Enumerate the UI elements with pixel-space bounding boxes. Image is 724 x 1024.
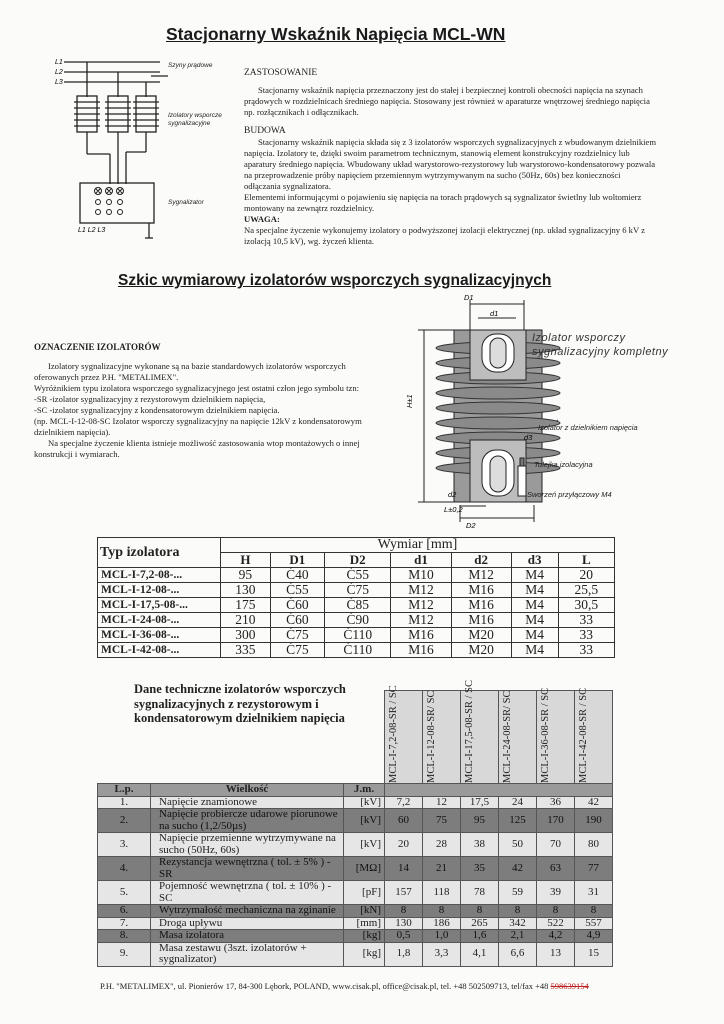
oznaczenie-heading: OZNACZENIE IZOLATORÓW <box>34 342 161 352</box>
tech-lp-cell: 4. <box>98 857 151 881</box>
tech-lp-cell: 5. <box>98 881 151 905</box>
wiring-diagram <box>50 52 250 242</box>
label-kompletny: Izolator wsporczy sygnalizacyjny kompletny <box>532 332 669 358</box>
label-sygnalizator: Sygnalizator <box>168 199 204 206</box>
tech-name-cell: Rezystancja wewnętrzna ( tol. ± 5% ) - SR <box>151 857 344 881</box>
dim-value-cell: 33 <box>558 628 614 643</box>
tech-name-cell: Napięcie probiercze udarowe piorunowe na sucho (1,2/50µs) <box>151 809 344 833</box>
tech-value-cell: 77 <box>575 857 613 881</box>
dim-value-cell: 20 <box>558 568 614 583</box>
tech-unit-cell: [MΩ] <box>344 857 385 881</box>
tech-value-cell: 522 <box>537 917 575 930</box>
tech-value-cell: 8 <box>385 905 423 918</box>
tech-unit-cell: [pF] <box>344 881 385 905</box>
dim-type-cell: MCL-I-12-08-... <box>98 583 221 598</box>
tech-lp-cell: 1. <box>98 796 151 809</box>
dim-value-cell: 25,5 <box>558 583 614 598</box>
tech-value-cell: 190 <box>575 809 613 833</box>
tech-value-cell: 36 <box>537 796 575 809</box>
tech-lp-cell: 3. <box>98 833 151 857</box>
dim-label-D1: D1 <box>464 293 474 302</box>
dim-col-header: D1 <box>270 553 324 568</box>
tech-unit-cell: [kV] <box>344 796 385 809</box>
label-l3: L3 <box>55 79 63 86</box>
dim-value-cell: 335 <box>221 643 271 658</box>
label-szyny: Szyny prądowe <box>168 62 213 69</box>
dim-value-cell: M4 <box>511 568 558 583</box>
tech-value-cell: 8 <box>461 905 499 918</box>
tech-lp-cell: 6. <box>98 905 151 918</box>
tech-unit-cell: [kV] <box>344 833 385 857</box>
tech-unit-cell: [kN] <box>344 905 385 918</box>
dim-value-cell: M16 <box>451 598 511 613</box>
oznaczenie-p2: Wyróżnikiem typu izolatora wsporczego sygnalizacyjnego jest ostatni człon jego symbolu tzn: <box>34 383 360 393</box>
dim-value-cell: Ć85 <box>324 598 391 613</box>
tech-table-row <box>98 833 613 857</box>
tech-value-cell: 75 <box>423 809 461 833</box>
tech-value-cell: 1,0 <box>423 930 461 943</box>
dim-value-cell: M16 <box>451 613 511 628</box>
tech-value-cell: 7,2 <box>385 796 423 809</box>
tech-table-row <box>98 857 613 881</box>
tech-col-head: MCL-I-12-08-SR/ SC <box>426 690 437 783</box>
tech-unit-cell: [kg] <box>344 942 385 966</box>
footer <box>100 981 589 991</box>
dim-value-cell: Ć110 <box>324 643 391 658</box>
tech-value-cell: 8 <box>537 905 575 918</box>
footer-struck-number: 598639154 <box>550 981 589 991</box>
label-tulejka: Tulejka izolacyjna <box>534 460 593 469</box>
tech-col-head: MCL-I-24-08-SR/ SC <box>502 690 513 783</box>
dim-value-cell: M12 <box>391 583 451 598</box>
dim-value-cell: Ć75 <box>324 583 391 598</box>
section-subtitle: Szkic wymiarowy izolatorów wsporczych sygnalizacyjnych <box>118 272 552 289</box>
dim-table-row <box>98 568 615 583</box>
dim-value-cell: M20 <box>451 628 511 643</box>
tech-value-cell: 118 <box>423 881 461 905</box>
budowa-heading: BUDOWA <box>244 126 286 136</box>
label-l1: L1 <box>55 59 63 66</box>
label-sworzen: Sworzeń przyłączowy M4 <box>527 490 612 499</box>
tech-value-cell: 186 <box>423 917 461 930</box>
dim-value-cell: M4 <box>511 613 558 628</box>
dim-value-cell: M4 <box>511 643 558 658</box>
tech-name-cell: Masa izolatora <box>151 930 344 943</box>
tech-value-cell: 2,1 <box>499 930 537 943</box>
tech-value-cell: 42 <box>499 857 537 881</box>
dim-value-cell: M4 <box>511 628 558 643</box>
tech-data-table <box>97 680 613 967</box>
dim-col-header: L <box>558 553 614 568</box>
tech-unit-cell: [kV] <box>344 809 385 833</box>
tech-table-row <box>98 881 613 905</box>
tech-jm-header: J.m. <box>344 784 385 797</box>
label-z-dzielnikiem: Izolator z dzielnikiem napięcia <box>538 423 638 432</box>
tech-lp-header: L.p. <box>98 784 151 797</box>
tech-name-cell: Napięcie znamionowe <box>151 796 344 809</box>
dim-value-cell: 300 <box>221 628 271 643</box>
dim-table-row <box>98 598 615 613</box>
dim-value-cell: M16 <box>391 643 451 658</box>
dim-value-cell: M12 <box>391 613 451 628</box>
tech-table-row <box>98 809 613 833</box>
label-bottom-phases: L1 L2 L3 <box>78 227 106 234</box>
tech-heading: Dane techniczne izolatorów wsporczych sygnalizacyjnych z rezystorowym i kondensatorowym dzielnikiem napięcia <box>134 682 346 725</box>
dim-value-cell: M20 <box>451 643 511 658</box>
tech-value-cell: 95 <box>461 809 499 833</box>
dim-value-cell: M4 <box>511 583 558 598</box>
dim-value-cell: Ć75 <box>270 643 324 658</box>
tech-unit-cell: [mm] <box>344 917 385 930</box>
tech-value-cell: 24 <box>499 796 537 809</box>
dim-col-header: H <box>221 553 271 568</box>
tech-name-cell: Wytrzymałość mechaniczna na zginanie <box>151 905 344 918</box>
tech-unit-cell: [kg] <box>344 930 385 943</box>
tech-value-cell: 557 <box>575 917 613 930</box>
tech-value-cell: 4,2 <box>537 930 575 943</box>
tech-value-cell: 4,9 <box>575 930 613 943</box>
dim-type-cell: MCL-I-17,5-08-... <box>98 598 221 613</box>
dim-table-row <box>98 628 615 643</box>
dim-label-d3: d3 <box>524 433 533 442</box>
tech-name-cell: Pojemność wewnętrzna ( tol. ± 10% ) - SC <box>151 881 344 905</box>
tech-value-cell: 59 <box>499 881 537 905</box>
dim-value-cell: 33 <box>558 613 614 628</box>
dim-label-L: L±0,2 <box>444 505 463 514</box>
page-title: Stacjonarny Wskaźnik Napięcia MCL-WN <box>166 24 506 44</box>
uwaga-heading: UWAGA: <box>244 214 280 224</box>
dim-value-cell: Ć55 <box>270 583 324 598</box>
tech-value-cell: 70 <box>537 833 575 857</box>
tech-value-cell: 265 <box>461 917 499 930</box>
tech-value-cell: 3,3 <box>423 942 461 966</box>
dim-table-row <box>98 583 615 598</box>
dim-value-cell: M12 <box>391 598 451 613</box>
dim-value-cell: Ć60 <box>270 613 324 628</box>
dim-value-cell: M16 <box>451 583 511 598</box>
tech-lp-cell: 8. <box>98 930 151 943</box>
tech-value-cell: 0,5 <box>385 930 423 943</box>
tech-value-cell: 39 <box>537 881 575 905</box>
dim-value-cell: 95 <box>221 568 271 583</box>
uwaga-text: Na specjalne życzenie wykonujemy izolatory o podwyższonej izolacji elektrycznej (np. układ sygnalizacyjny 6 kV z izolacją 10,5 kV), wg. życzeń klienta. <box>244 225 645 246</box>
intro-text-block <box>244 68 659 247</box>
dim-label-D2: D2 <box>466 521 476 530</box>
footer-text: P.H. "METALIMEX", ul. Pionierów 17, 84-300 Lębork, POLAND, www.cisak.pl, office@cisak.pl, tel. +48 502509713, tel/fax +48 <box>100 981 549 991</box>
dim-value-cell: Ć60 <box>270 598 324 613</box>
dim-value-cell: Ć75 <box>270 628 324 643</box>
tech-wielkosc-header: Wielkość <box>151 784 344 797</box>
dim-table-row <box>98 643 615 658</box>
tech-value-cell: 4,1 <box>461 942 499 966</box>
tech-value-cell: 125 <box>499 809 537 833</box>
dim-type-cell: MCL-I-42-08-... <box>98 643 221 658</box>
tech-table-row <box>98 796 613 809</box>
dim-type-cell: MCL-I-36-08-... <box>98 628 221 643</box>
dim-value-cell: Ć110 <box>324 628 391 643</box>
tech-value-cell: 50 <box>499 833 537 857</box>
tech-value-cell: 28 <box>423 833 461 857</box>
dim-value-cell: 130 <box>221 583 271 598</box>
tech-col-head: MCL-I-36-08-SR / SC <box>540 687 551 783</box>
tech-table-row <box>98 905 613 918</box>
tech-col-head: MCL-I-42-08-SR / SC <box>578 687 589 783</box>
dim-value-cell: 175 <box>221 598 271 613</box>
tech-value-cell: 42 <box>575 796 613 809</box>
label-l2: L2 <box>55 69 63 76</box>
tech-table-row <box>98 917 613 930</box>
tech-value-cell: 20 <box>385 833 423 857</box>
tech-value-cell: 17,5 <box>461 796 499 809</box>
dim-value-cell: M10 <box>391 568 451 583</box>
tech-value-cell: 1,8 <box>385 942 423 966</box>
tech-lp-cell: 9. <box>98 942 151 966</box>
dim-value-cell: Ć55 <box>324 568 391 583</box>
oznaczenie-p4: -SC -izolator sygnalizacyjny z kondensatorowym dzielnikiem napięcia. <box>34 405 280 415</box>
dim-col-header: d3 <box>511 553 558 568</box>
oznaczenie-p5: (np. MCL-I-12-08-SC Izolator wsporczy sygnalizacyjny na napięcie 12kV z kondensatorowym dzielnikiem napięcia). <box>34 416 362 437</box>
tech-table-row <box>98 942 613 966</box>
tech-value-cell: 21 <box>423 857 461 881</box>
tech-value-cell: 170 <box>537 809 575 833</box>
dim-value-cell: 210 <box>221 613 271 628</box>
tech-col-head: MCL-I-7,2-08-SR / SC <box>388 685 399 783</box>
tech-value-cell: 8 <box>499 905 537 918</box>
dim-label-d1: d1 <box>490 309 499 318</box>
oznaczenie-block <box>34 342 364 460</box>
tech-value-cell: 6,6 <box>499 942 537 966</box>
tech-lp-cell: 2. <box>98 809 151 833</box>
dim-type-cell: MCL-I-7,2-08-... <box>98 568 221 583</box>
dim-label-d2: d2 <box>448 490 457 499</box>
dim-value-cell: 30,5 <box>558 598 614 613</box>
zastosowanie-text: Stacjonarny wskaźnik napięcia przeznaczony jest do stałej i bezpiecznej kontroli obecności napięcia na szynach prądowych w rozdzielnicach średniego napięcia. Stosowany jest również w aparaturze wnętrzowej średniego napięcia np. rozłącznikach i odłącznikach. <box>244 85 650 117</box>
dim-label-H: H±1 <box>405 394 414 408</box>
dim-value-cell: 33 <box>558 643 614 658</box>
budowa-text-2: Elementemi informującymi o pojawieniu się napięcia na torach prądowych są sygnalizator świetlny lub woltomierz montowany na zewnątrz rozdzielnicy. <box>244 192 642 213</box>
tech-value-cell: 342 <box>499 917 537 930</box>
tech-value-cell: 35 <box>461 857 499 881</box>
tech-value-cell: 157 <box>385 881 423 905</box>
tech-value-cell: 8 <box>575 905 613 918</box>
tech-value-cell: 60 <box>385 809 423 833</box>
tech-name-cell: Droga upływu <box>151 917 344 930</box>
tech-value-cell: 63 <box>537 857 575 881</box>
tech-value-cell: 80 <box>575 833 613 857</box>
tech-value-cell: 78 <box>461 881 499 905</box>
label-izolatory: Izolatory wsporcze sygnalizacyjne <box>168 112 222 127</box>
dim-col-header: D2 <box>324 553 391 568</box>
tech-value-cell: 8 <box>423 905 461 918</box>
dim-type-cell: MCL-I-24-08-... <box>98 613 221 628</box>
dim-value-cell: M12 <box>451 568 511 583</box>
budowa-text-1: Stacjonarny wskaźnik napięcia składa się z 3 izolatorów wsporczych sygnalizacyjnych z wbudowanym dzielnikiem napięcia. Izolatory te, dzięki swoim parametrom technicznym, stanowią element konstrukcyjny rozdzielnicy lub aparatury średniego napięcia. Wbudowany układ warystorowo-rezystorowy lub warystorowo-kondensatorowy pozwala na przeprowadzenie próby napięciem przemiennym wytrzymywanym na sucho (50Hz, 60s) bez konieczności odłączania sygnalizatora. <box>244 137 657 191</box>
tech-value-cell: 1,6 <box>461 930 499 943</box>
dim-value-cell: Ć40 <box>270 568 324 583</box>
oznaczenie-p3: -SR -izolator sygnalizacyjny z rezystorowym dzielnikiem napięcia, <box>34 394 266 404</box>
oznaczenie-p6: Na specjalne życzenie klienta istnieje możliwość zastosowania wtop montażowych o innej konstrukcji i wymiarach. <box>34 438 360 459</box>
dim-col-header: d1 <box>391 553 451 568</box>
tech-lp-cell: 7. <box>98 917 151 930</box>
tech-value-cell: 31 <box>575 881 613 905</box>
oznaczenie-p1: Izolatory sygnalizacyjne wykonane są na bazie standardowych izolatorów wsporczych oferowanych przez P.H. "METALIMEX". <box>34 361 346 382</box>
tech-value-cell: 14 <box>385 857 423 881</box>
dim-value-cell: M4 <box>511 598 558 613</box>
tech-value-cell: 13 <box>537 942 575 966</box>
dim-table-row <box>98 613 615 628</box>
tech-value-cell: 15 <box>575 942 613 966</box>
tech-col-head: MCL-I-17,5-08-SR / SC <box>464 680 475 783</box>
dim-type-header: Typ izolatora <box>98 538 221 568</box>
tech-name-cell: Masa zestawu (3szt. izolatorów + sygnalizator) <box>151 942 344 966</box>
dim-wymiar-header: Wymiar [mm] <box>221 538 615 553</box>
tech-name-cell: Napięcie przemienne wytrzymywane na sucho (50Hz, 60s) <box>151 833 344 857</box>
dim-value-cell: M16 <box>391 628 451 643</box>
dim-value-cell: Ć90 <box>324 613 391 628</box>
zastosowanie-heading: ZASTOSOWANIE <box>244 68 318 78</box>
tech-value-cell: 38 <box>461 833 499 857</box>
tech-table-row <box>98 930 613 943</box>
dim-col-header: d2 <box>451 553 511 568</box>
tech-value-cell: 12 <box>423 796 461 809</box>
dimension-table <box>97 537 615 658</box>
tech-value-cell: 130 <box>385 917 423 930</box>
